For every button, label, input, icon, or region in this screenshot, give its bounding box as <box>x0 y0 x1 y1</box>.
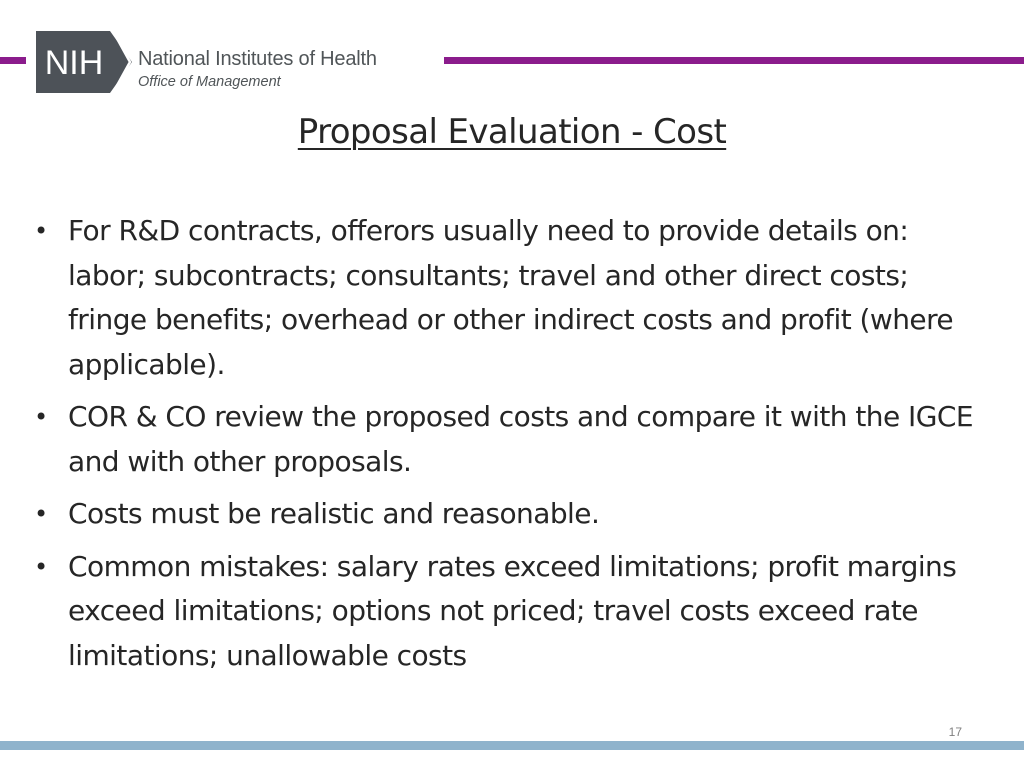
logo-subtitle: Office of Management <box>138 74 281 90</box>
bullet-dot-icon: • <box>34 403 48 431</box>
logo-badge-text: NIH <box>44 44 104 82</box>
slide-title: Proposal Evaluation - Cost <box>297 112 727 152</box>
bullet-item <box>30 492 990 537</box>
nih-logo <box>36 31 440 93</box>
bullet-dot-icon: • <box>34 217 48 245</box>
footer-bar <box>0 741 1024 750</box>
logo-title: National Institutes of Health <box>138 48 377 70</box>
bullet-text: Common mistakes: salary rates exceed limitations; profit margins exceed limitations; options not priced; travel costs exceed rate limitations; unallowable costs <box>68 549 957 672</box>
bullet-item <box>30 395 990 484</box>
slide-title-container <box>0 112 1024 152</box>
bullet-item <box>30 545 990 679</box>
header-accent-line-right <box>444 57 1024 64</box>
nih-logo-badge-icon <box>36 31 132 93</box>
bullet-text: Costs must be realistic and reasonable. <box>68 497 600 530</box>
bullet-dot-icon: • <box>34 500 48 528</box>
bullet-text: COR & CO review the proposed costs and compare it with the IGCE and with other proposals. <box>68 400 973 478</box>
bullet-list <box>30 209 990 686</box>
page-number: 17 <box>948 725 962 739</box>
header-accent-line-left <box>0 57 26 64</box>
bullet-text: For R&D contracts, offerors usually need to provide details on: labor; subcontracts; consultants; travel and other direct costs; fringe benefits; overhead or other indirect costs and profit (where applicable). <box>68 214 954 381</box>
bullet-item <box>30 209 990 387</box>
bullet-dot-icon: • <box>34 552 48 581</box>
